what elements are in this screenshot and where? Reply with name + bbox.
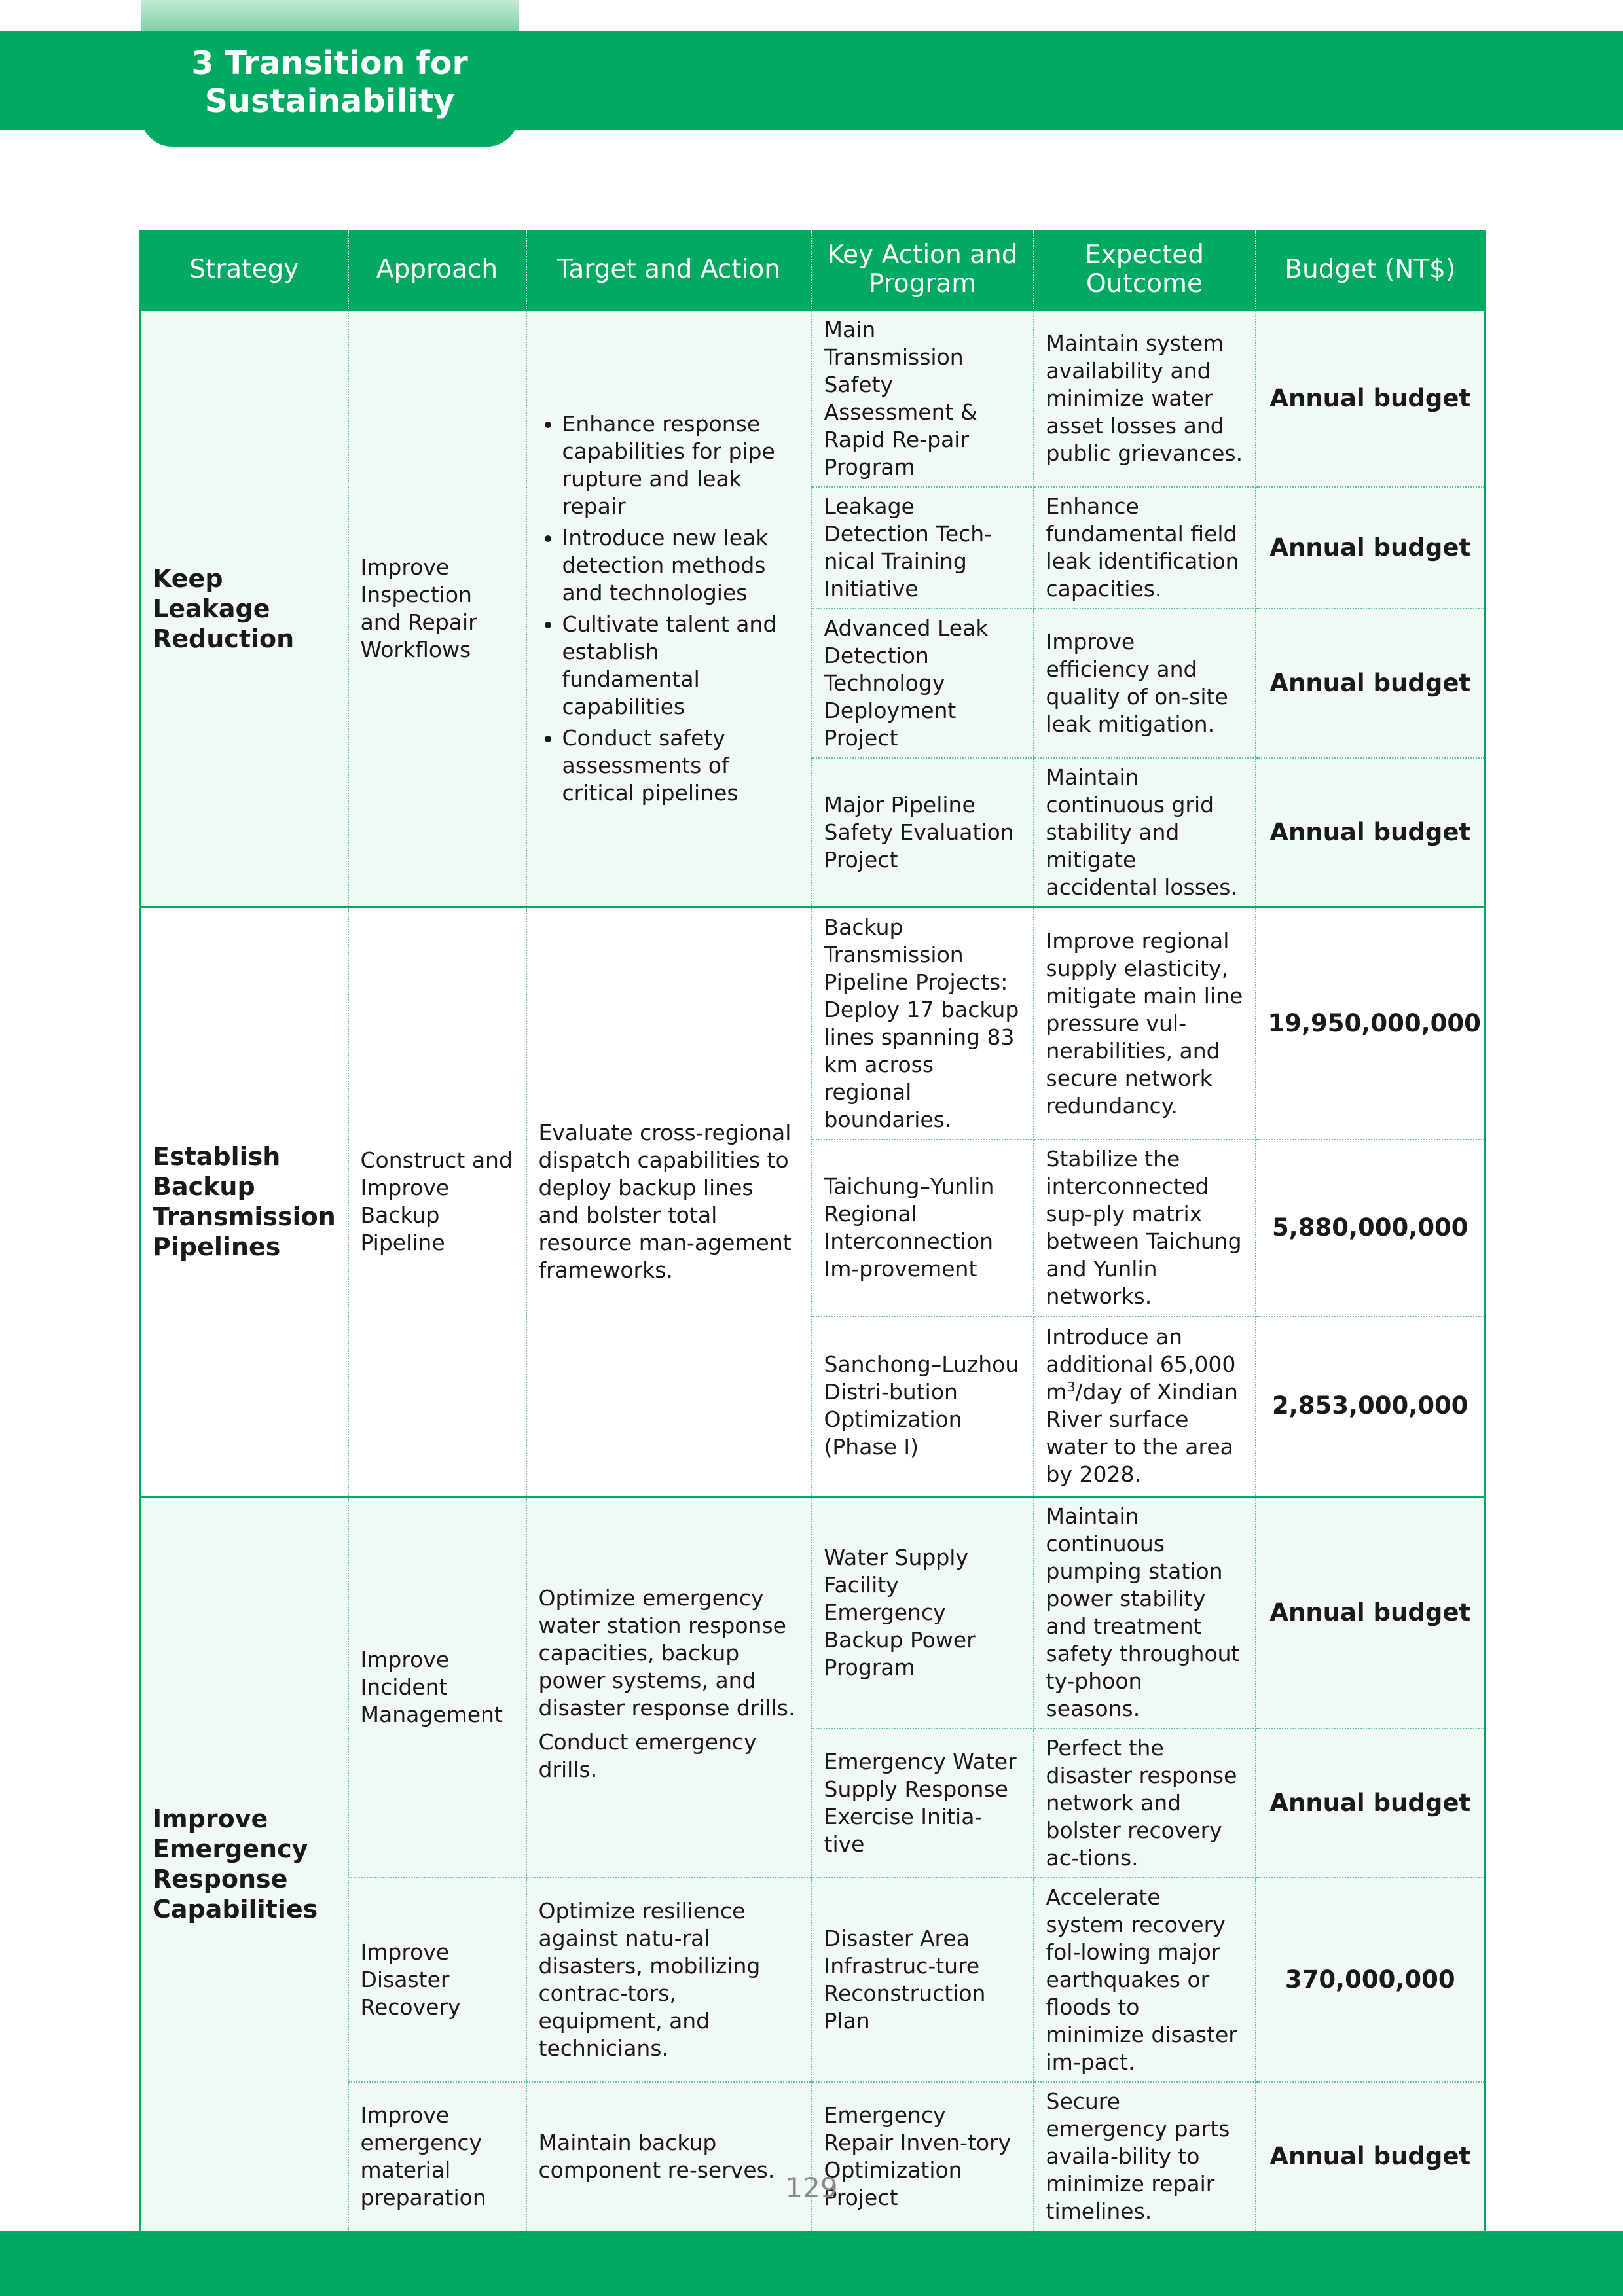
outcome-cell: Maintain continuous grid stability and mitigate accidental losses. [1034, 758, 1256, 908]
budget-cell: 5,880,000,000 [1256, 1139, 1486, 1316]
budget-cell: 2,853,000,000 [1256, 1316, 1486, 1496]
list-item: • Enhance response capabilities for pipe rupture and leak repair [562, 410, 799, 520]
table-row [140, 908, 1486, 1140]
target-text: Optimize emergency water station response capacities, backup power systems, and disaster response drills. [538, 1585, 795, 1721]
column-header: Approach [348, 230, 526, 310]
column-header: Strategy [140, 230, 348, 310]
program-cell: Water Supply Facility Emergency Backup Power Program [812, 1496, 1034, 1729]
page-number: 129 [785, 2172, 838, 2204]
outcome-cell: Secure emergency parts availa-bility to minimize repair timelines. [1034, 2082, 1256, 2232]
target-cell: Optimize resilience against natu-ral disasters, mobilizing contrac-tors, equipment, and technicians. [526, 1878, 812, 2082]
budget-cell: Annual budget [1256, 487, 1486, 609]
column-header: Expected Outcome [1034, 230, 1256, 310]
list-item: • Cultivate talent and establish fundamental capabilities [562, 611, 799, 721]
outcome-text: Introduce an additional 65,000 m [1046, 1324, 1236, 1405]
program-cell: Emergency Water Supply Response Exercise Initia-tive [812, 1729, 1034, 1878]
strategy-cell: Keep Leakage Reduction [140, 310, 348, 908]
approach-cell: Improve Incident Management [348, 1496, 526, 1878]
strategy-cell: Establish Backup Transmission Pipelines [140, 908, 348, 1497]
program-cell: Major Pipeline Safety Evaluation Project [812, 758, 1034, 908]
section-title: 3 Transition for Sustainability [191, 45, 468, 120]
budget-cell: Annual budget [1256, 609, 1486, 758]
outcome-cell: Stabilize the interconnected sup-ply matrix between Taichung and Yunlin networks. [1034, 1139, 1256, 1316]
section-tab [141, 31, 519, 147]
program-cell: Emergency Repair Inven-tory Optimization Project [812, 2082, 1034, 2232]
footer-band [0, 2231, 1623, 2296]
outcome-cell: Maintain continuous pumping station power stability and treatment safety throughout ty-phoon seasons. [1034, 1496, 1256, 1729]
approach-cell: Improve Inspection and Repair Workflows [348, 310, 526, 908]
program-cell: Disaster Area Infrastruc-ture Reconstruction Plan [812, 1878, 1034, 2082]
program-cell: Main Transmission Safety Assessment & Rapid Re-pair Program [812, 310, 1034, 488]
approach-cell: Improve emergency material preparation [348, 2082, 526, 2232]
table-row [140, 1496, 1486, 1729]
outcome-cell: Accelerate system recovery fol-lowing major earthquakes or floods to minimize disaster im-pact. [1034, 1878, 1256, 2082]
header-tab-fade [141, 0, 519, 31]
strategy-group-emergency [140, 1496, 1486, 2231]
target-cell: Maintain backup component re-serves. [526, 2082, 812, 2232]
program-cell: Sanchong–Luzhou Distri-bution Optimization (Phase I) [812, 1316, 1034, 1496]
list-item: • Conduct safety assessments of critical pipelines [562, 725, 799, 807]
budget-cell: Annual budget [1256, 1496, 1486, 1729]
strategy-group-leakage [140, 310, 1486, 908]
table-header-row [140, 230, 1486, 310]
program-cell: Advanced Leak Detection Technology Deployment Project [812, 609, 1034, 758]
outcome-cell: Improve regional supply elasticity, mitigate main line pressure vul-nerabilities, and secure network redundancy. [1034, 908, 1256, 1140]
target-cell: Evaluate cross-regional dispatch capabilities to deploy backup lines and bolster total resource man-agement frameworks. [526, 908, 812, 1497]
column-header: Target and Action [526, 230, 812, 310]
outcome-cell: Improve efficiency and quality of on-site leak mitigation. [1034, 609, 1256, 758]
superscript: 3 [1067, 1379, 1076, 1395]
budget-cell: Annual budget [1256, 1729, 1486, 1878]
outcome-cell: Maintain system availability and minimize water asset losses and public grievances. [1034, 310, 1256, 488]
column-header: Key Action and Program [812, 230, 1034, 310]
target-text: Conduct emergency drills. [538, 1729, 757, 1782]
program-cell: Leakage Detection Tech-nical Training Initiative [812, 487, 1034, 609]
target-cell [526, 1496, 812, 1878]
outcome-cell [1034, 1316, 1256, 1496]
program-cell: Taichung–Yunlin Regional Interconnection Im-provement [812, 1139, 1034, 1316]
target-cell [526, 310, 812, 908]
budget-cell: Annual budget [1256, 310, 1486, 488]
budget-cell: 370,000,000 [1256, 1878, 1486, 2082]
outcome-text: /day of Xindian River surface water to the area by 2028. [1046, 1379, 1238, 1488]
strategy-table [139, 230, 1486, 2233]
budget-cell: Annual budget [1256, 758, 1486, 908]
table-row [140, 310, 1486, 488]
strategy-cell: Improve Emergency Response Capabilities [140, 1496, 348, 2231]
column-header: Budget (NT$) [1256, 230, 1486, 310]
outcome-cell: Perfect the disaster response network and bolster recovery ac-tions. [1034, 1729, 1256, 1878]
strategy-group-backup [140, 908, 1486, 1497]
approach-cell: Improve Disaster Recovery [348, 1878, 526, 2082]
approach-cell: Construct and Improve Backup Pipeline [348, 908, 526, 1497]
target-list [539, 410, 799, 807]
budget-cell: 19,950,000,000 [1256, 908, 1486, 1140]
outcome-cell: Enhance fundamental field leak identification capacities. [1034, 487, 1256, 609]
budget-cell: Annual budget [1256, 2082, 1486, 2232]
program-cell: Backup Transmission Pipeline Projects: Deploy 17 backup lines spanning 83 km across regional boundaries. [812, 908, 1034, 1140]
list-item: • Introduce new leak detection methods and technologies [562, 524, 799, 607]
